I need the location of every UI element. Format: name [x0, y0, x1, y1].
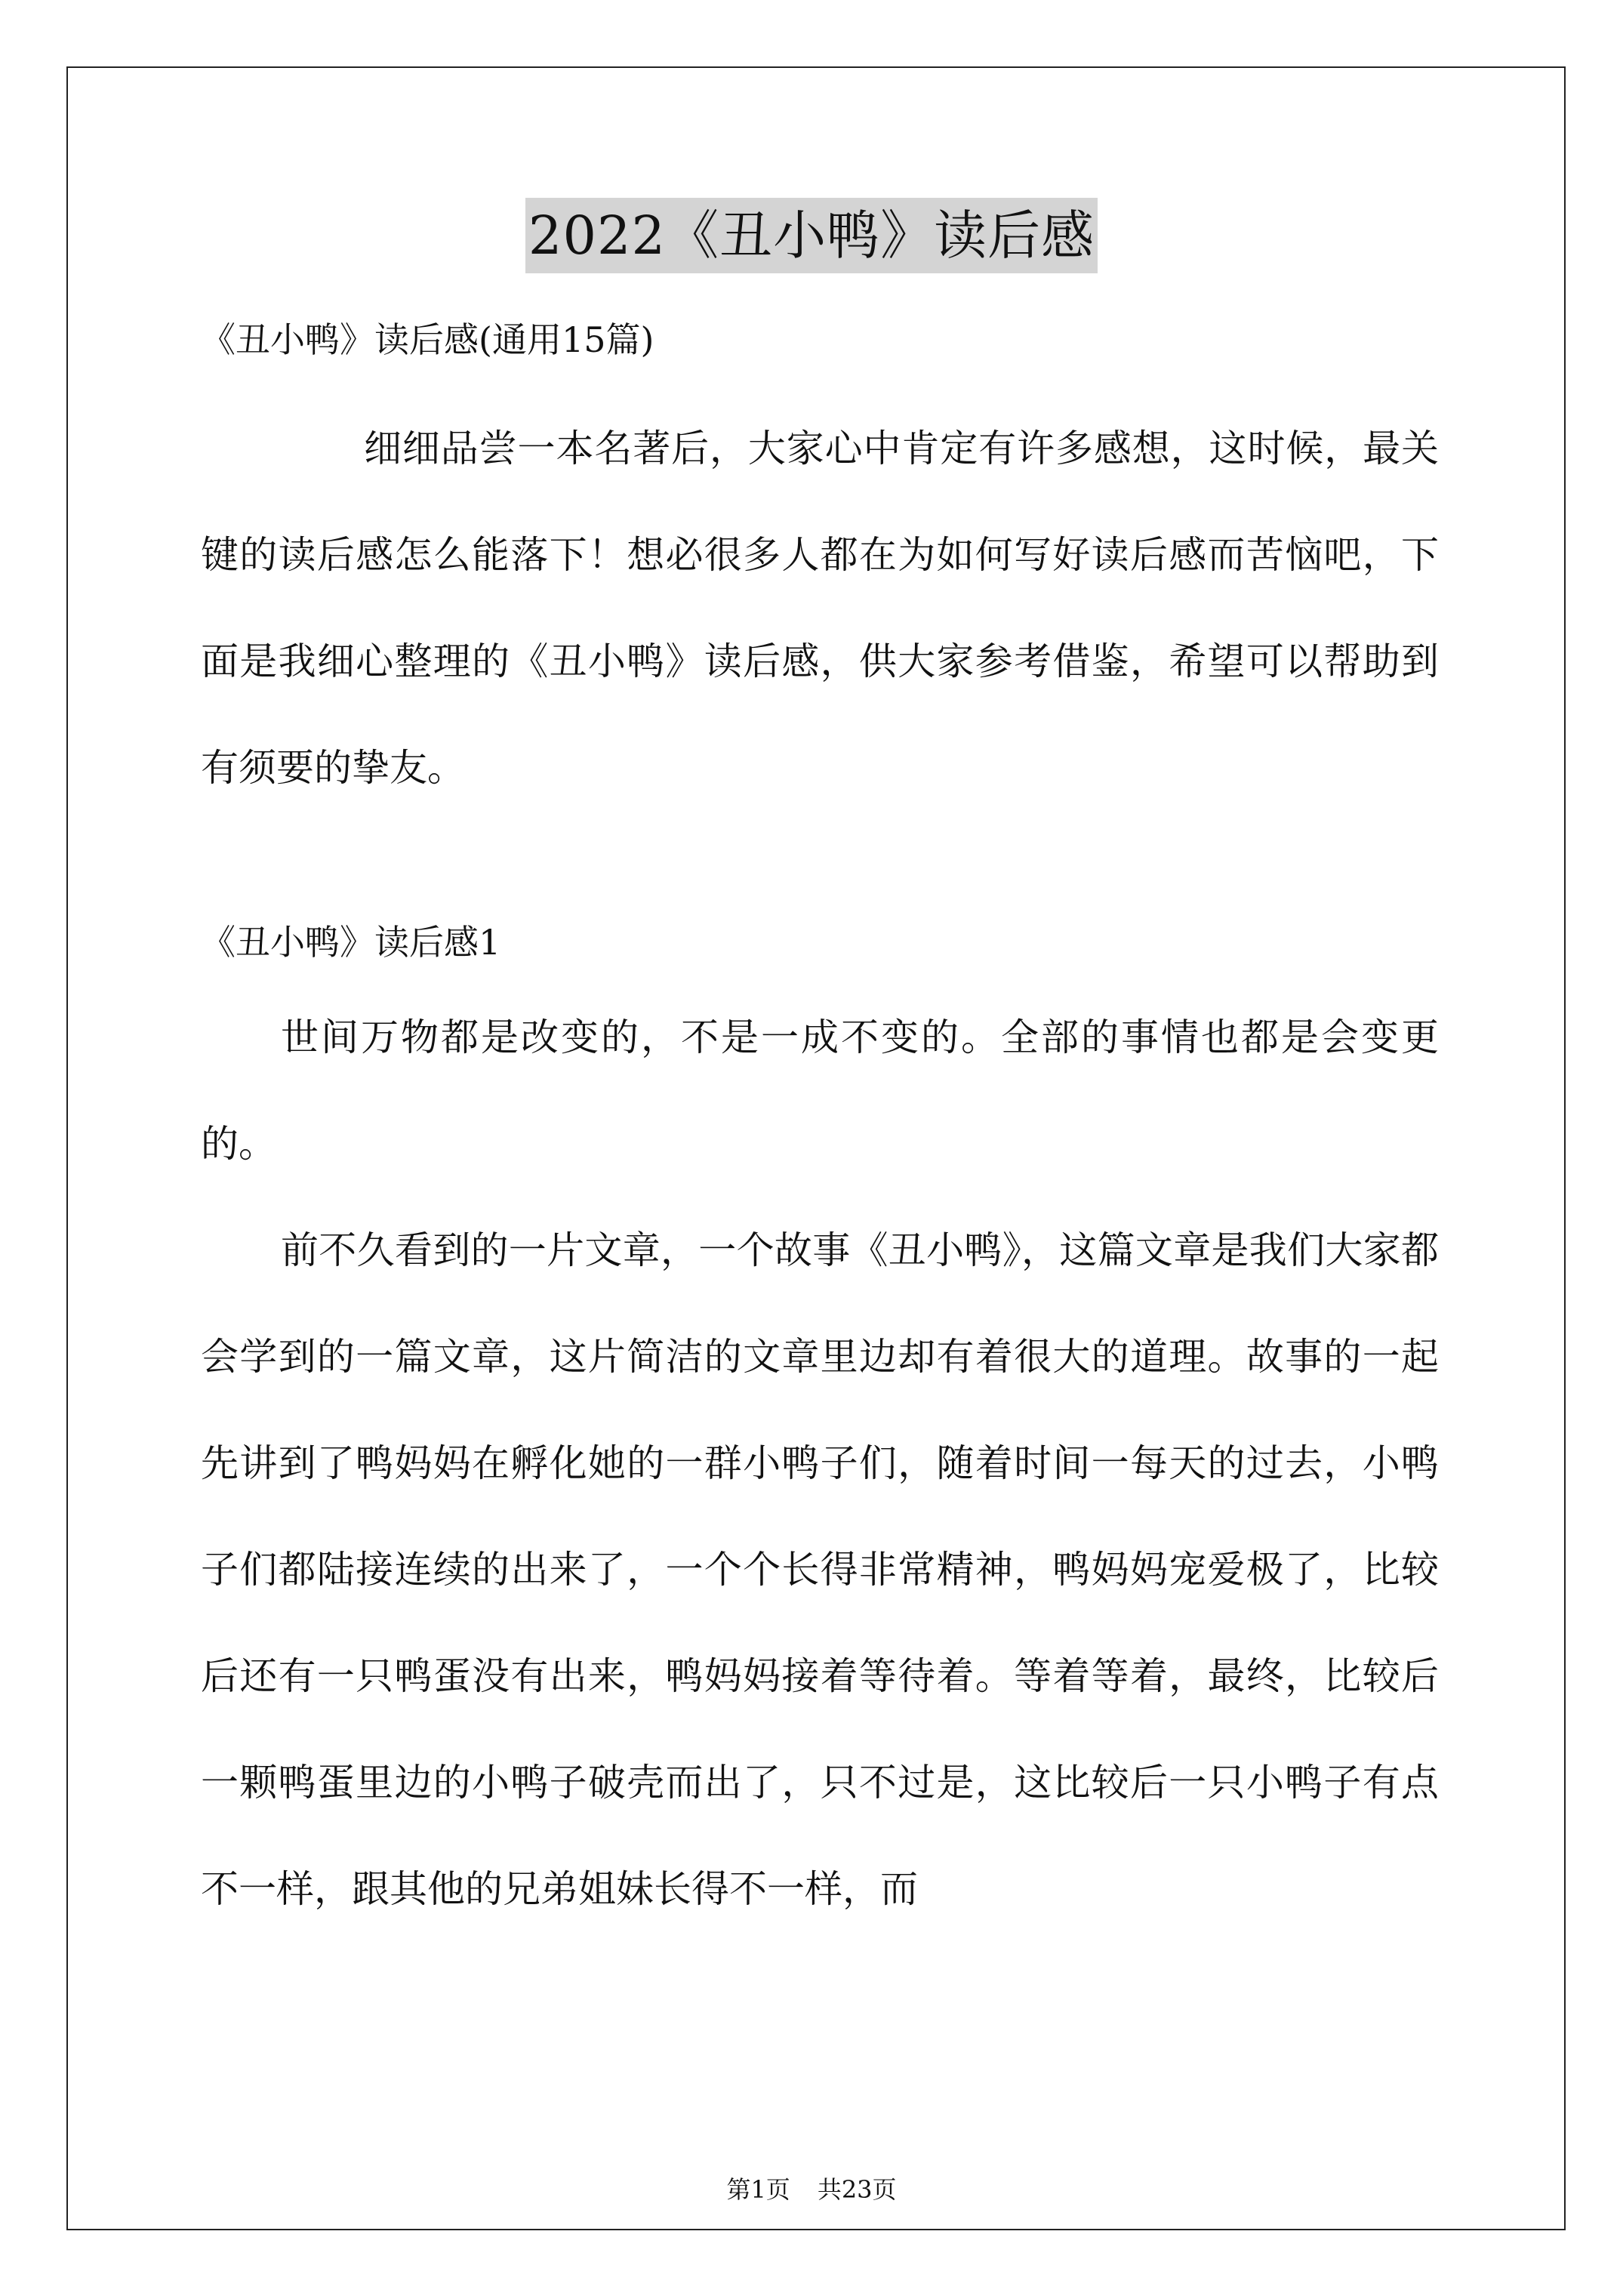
document-title: 2022《丑小鸭》读后感 [525, 198, 1098, 273]
body-paragraph: 前不久看到的一片文章，一个故事《丑小鸭》，这篇文章是我们大家都会学到的一篇文章，这片简洁的文章里边却有着很大的道理。故事的一起先讲到了鸭妈妈在孵化她的一群小鸭子们，随着时间一每天的过去，小鸭子们都陆接连续的出来了，一个个长得非常精神，鸭妈妈宠爱极了，比较后还有一只鸭蛋没有出来，鸭妈妈接着等待着。等着等着，最终，比较后一颗鸭蛋里边的小鸭子破壳而出了，只不过是，这比较后一只小鸭子有点不一样，跟其他的兄弟姐妹长得不一样，而 [201, 1228, 1439, 1911]
page-footer [0, 2173, 1623, 2206]
document-body [201, 302, 1439, 1943]
section-heading: 《丑小鸭》读后感1 [201, 922, 501, 963]
page-total: 共23页 [817, 2175, 897, 2204]
body-paragraph: 世间万物都是改变的，不是一成不变的。全部的事情也都是会变更的。 [201, 1015, 1439, 1166]
title-container [0, 198, 1623, 273]
intro-paragraph: 细细品尝一本名著后，大家心中肯定有许多感想，这时候，最关键的读后感怎么能落下！想必很多人都在为如何写好读后感而苦恼吧，下面是我细心整理的《丑小鸭》读后感，供大家参考借鉴，希望可以帮助到有须要的挚友。 [201, 427, 1439, 790]
page-number: 第1页 [726, 2175, 790, 2204]
document-subtitle: 《丑小鸭》读后感(通用15篇) [201, 319, 654, 360]
